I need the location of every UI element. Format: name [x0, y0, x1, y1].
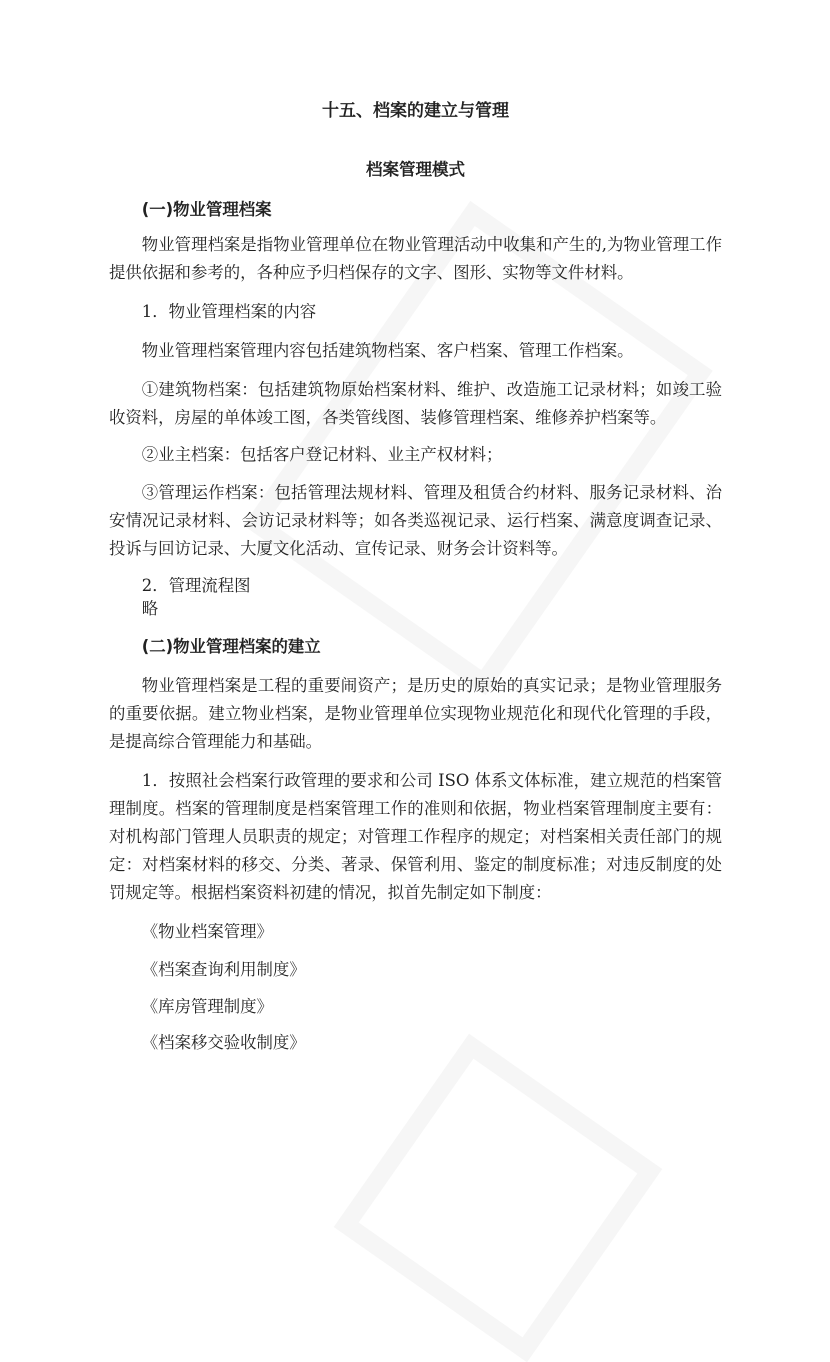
- list-item-title: 1．物业管理档案的内容: [141, 302, 317, 321]
- paragraph: ③管理运作档案：包括管理法规材料、管理及租赁合约材料、服务记录材料、治安情况记录材料、会访记录材料等；如各类巡视记录、运行档案、满意度调查记录、投诉与回访记录、大厦文化活动、宣传记录、财务会计资料等。: [109, 483, 722, 558]
- list-item-title: 2．管理流程图: [141, 576, 251, 595]
- rule-list-item: 《库房管理制度》: [141, 997, 273, 1016]
- watermark: [334, 1034, 663, 1362]
- paragraph: 1．按照社会档案行政管理的要求和公司 ISO 体系文体标准，建立规范的档案管理制度。档案的管理制度是档案管理工作的准则和依据，物业档案管理制度主要有：对机构部门管理人员职责的规定；对管理工作程序的规定；对档案相关责任部门的规定：对档案材料的移交、分类、著录、保管利用、鉴定的制度标准；对违反制度的处罚规定等。根据档案资料初建的情况，拟首先制定如下制度：: [109, 771, 722, 902]
- rule-list-item: 《物业档案管理》: [141, 922, 273, 941]
- section-heading: (一)物业管理档案: [141, 200, 272, 219]
- document-subtitle: 档案管理模式: [366, 160, 465, 179]
- document-title: 十五、档案的建立与管理: [322, 101, 509, 121]
- paragraph: 物业管理档案是指物业管理单位在物业管理活动中收集和产生的,为物业管理工作提供依据和参考的，各种应予归档保存的文字、图形、实物等文件材料。: [109, 235, 722, 282]
- section-heading: (二)物业管理档案的建立: [141, 637, 321, 656]
- paragraph: ②业主档案：包括客户登记材料、业主产权材料；: [141, 445, 503, 464]
- paragraph: 物业管理档案是工程的重要闹资产；是历史的原始的真实记录；是物业管理服务的重要依据。建立物业档案，是物业管理单位实现物业规范化和现代化管理的手段，是提高综合管理能力和基础。: [109, 676, 722, 751]
- paragraph: 略: [141, 599, 159, 618]
- rule-list-item: 《档案移交验收制度》: [141, 1033, 306, 1052]
- paragraph: 物业管理档案管理内容包括建筑物档案、客户档案、管理工作档案。: [141, 341, 634, 360]
- paragraph: ①建筑物档案：包括建筑物原始档案材料、维护、改造施工记录材料；如竣工验收资料，房屋的单体竣工图，各类管线图、装修管理档案、维修养护档案等。: [109, 380, 722, 427]
- rule-list-item: 《档案查询利用制度》: [141, 960, 306, 979]
